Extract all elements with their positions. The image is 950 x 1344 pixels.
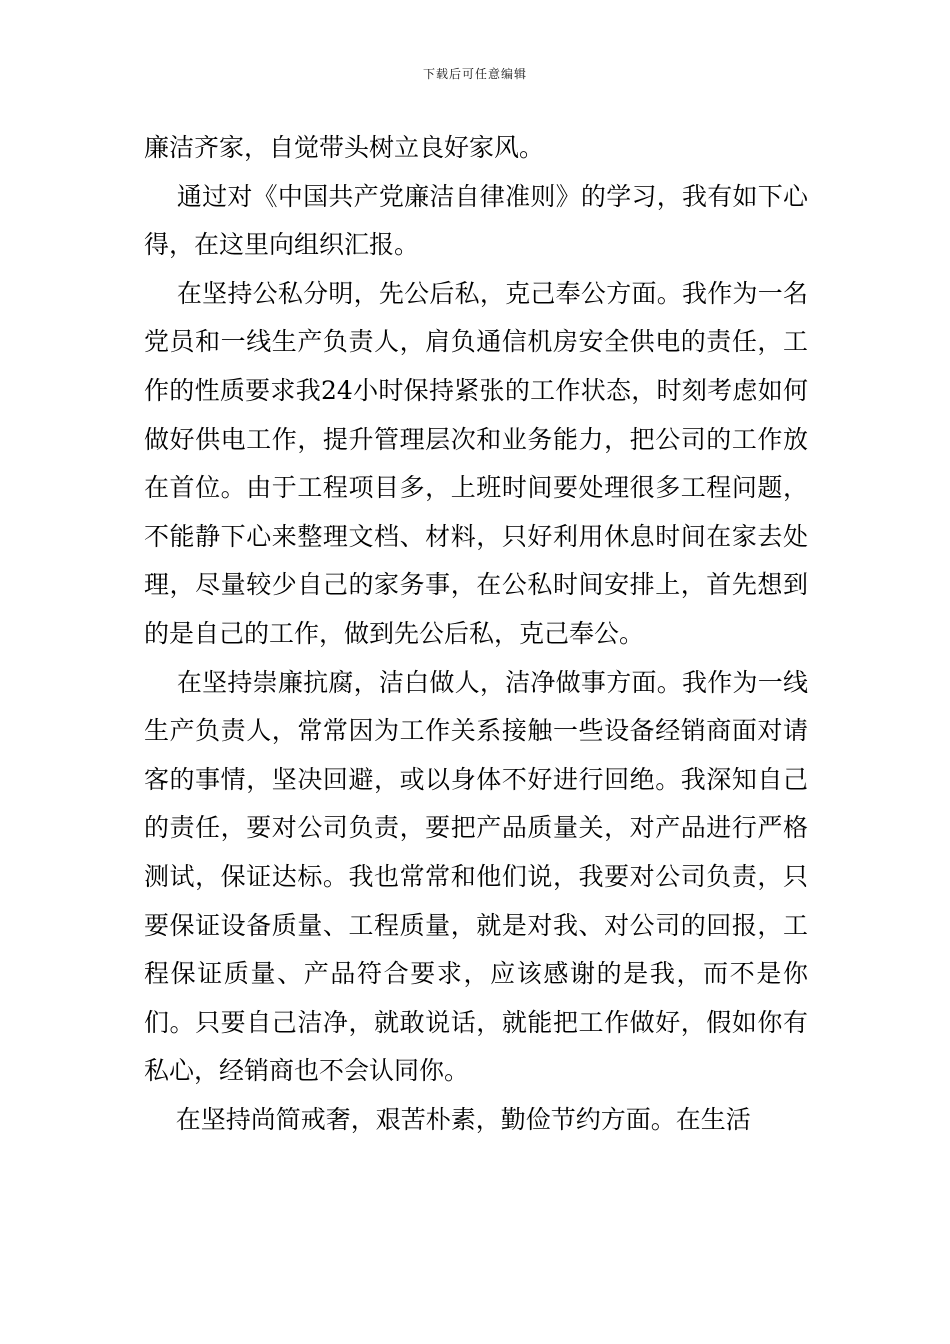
paragraph-1: 廉洁齐家，自觉带头树立良好家风。 [144,133,545,162]
paragraph-3: 在坚持公私分明，先公后私，克己奉公方面。我作为一名党员和一线生产负责人，肩负通信机房安全供电的责任，工作的性质要求我24小时保持紧张的工作状态，时刻考虑如何做好供电工作，提升管理层次和业务能力，把公司的工作放在首位。由于工程项目多，上班时间要处理很多工程问题，不能静下心来整理文档、材料，只好利用休息时间在家去处理，尽量较少自己的家务事，在公私时间安排上，首先想到的是自己的工作，做到先公后私，克己奉公。 [144,278,808,648]
document-body [144,124,808,1144]
paragraph-2: 通过对《中国共产党廉洁自律准则》的学习，我有如下心得，在这里向组织汇报。 [144,181,808,260]
paragraph-4: 在坚持崇廉抗腐，洁白做人，洁净做事方面。我作为一线生产负责人，常常因为工作关系接触一些设备经销商面对请客的事情，坚决回避，或以身体不好进行回绝。我深知自己的责任，要对公司负责，要把产品质量关，对产品进行严格测试，保证达标。我也常常和他们说，我要对公司负责，只要保证设备质量、工程质量，就是对我、对公司的回报，工程保证质量、产品符合要求，应该感谢的是我，而不是你们。只要自己洁净，就敢说话，就能把工作做好，假如你有私心，经销商也不会认同你。 [144,667,808,1086]
page-header: 下载后可任意编辑 [422,67,527,81]
paragraph-5: 在坚持尚简戒奢，艰苦朴素，勤俭节约方面。在生活 [144,1104,751,1134]
